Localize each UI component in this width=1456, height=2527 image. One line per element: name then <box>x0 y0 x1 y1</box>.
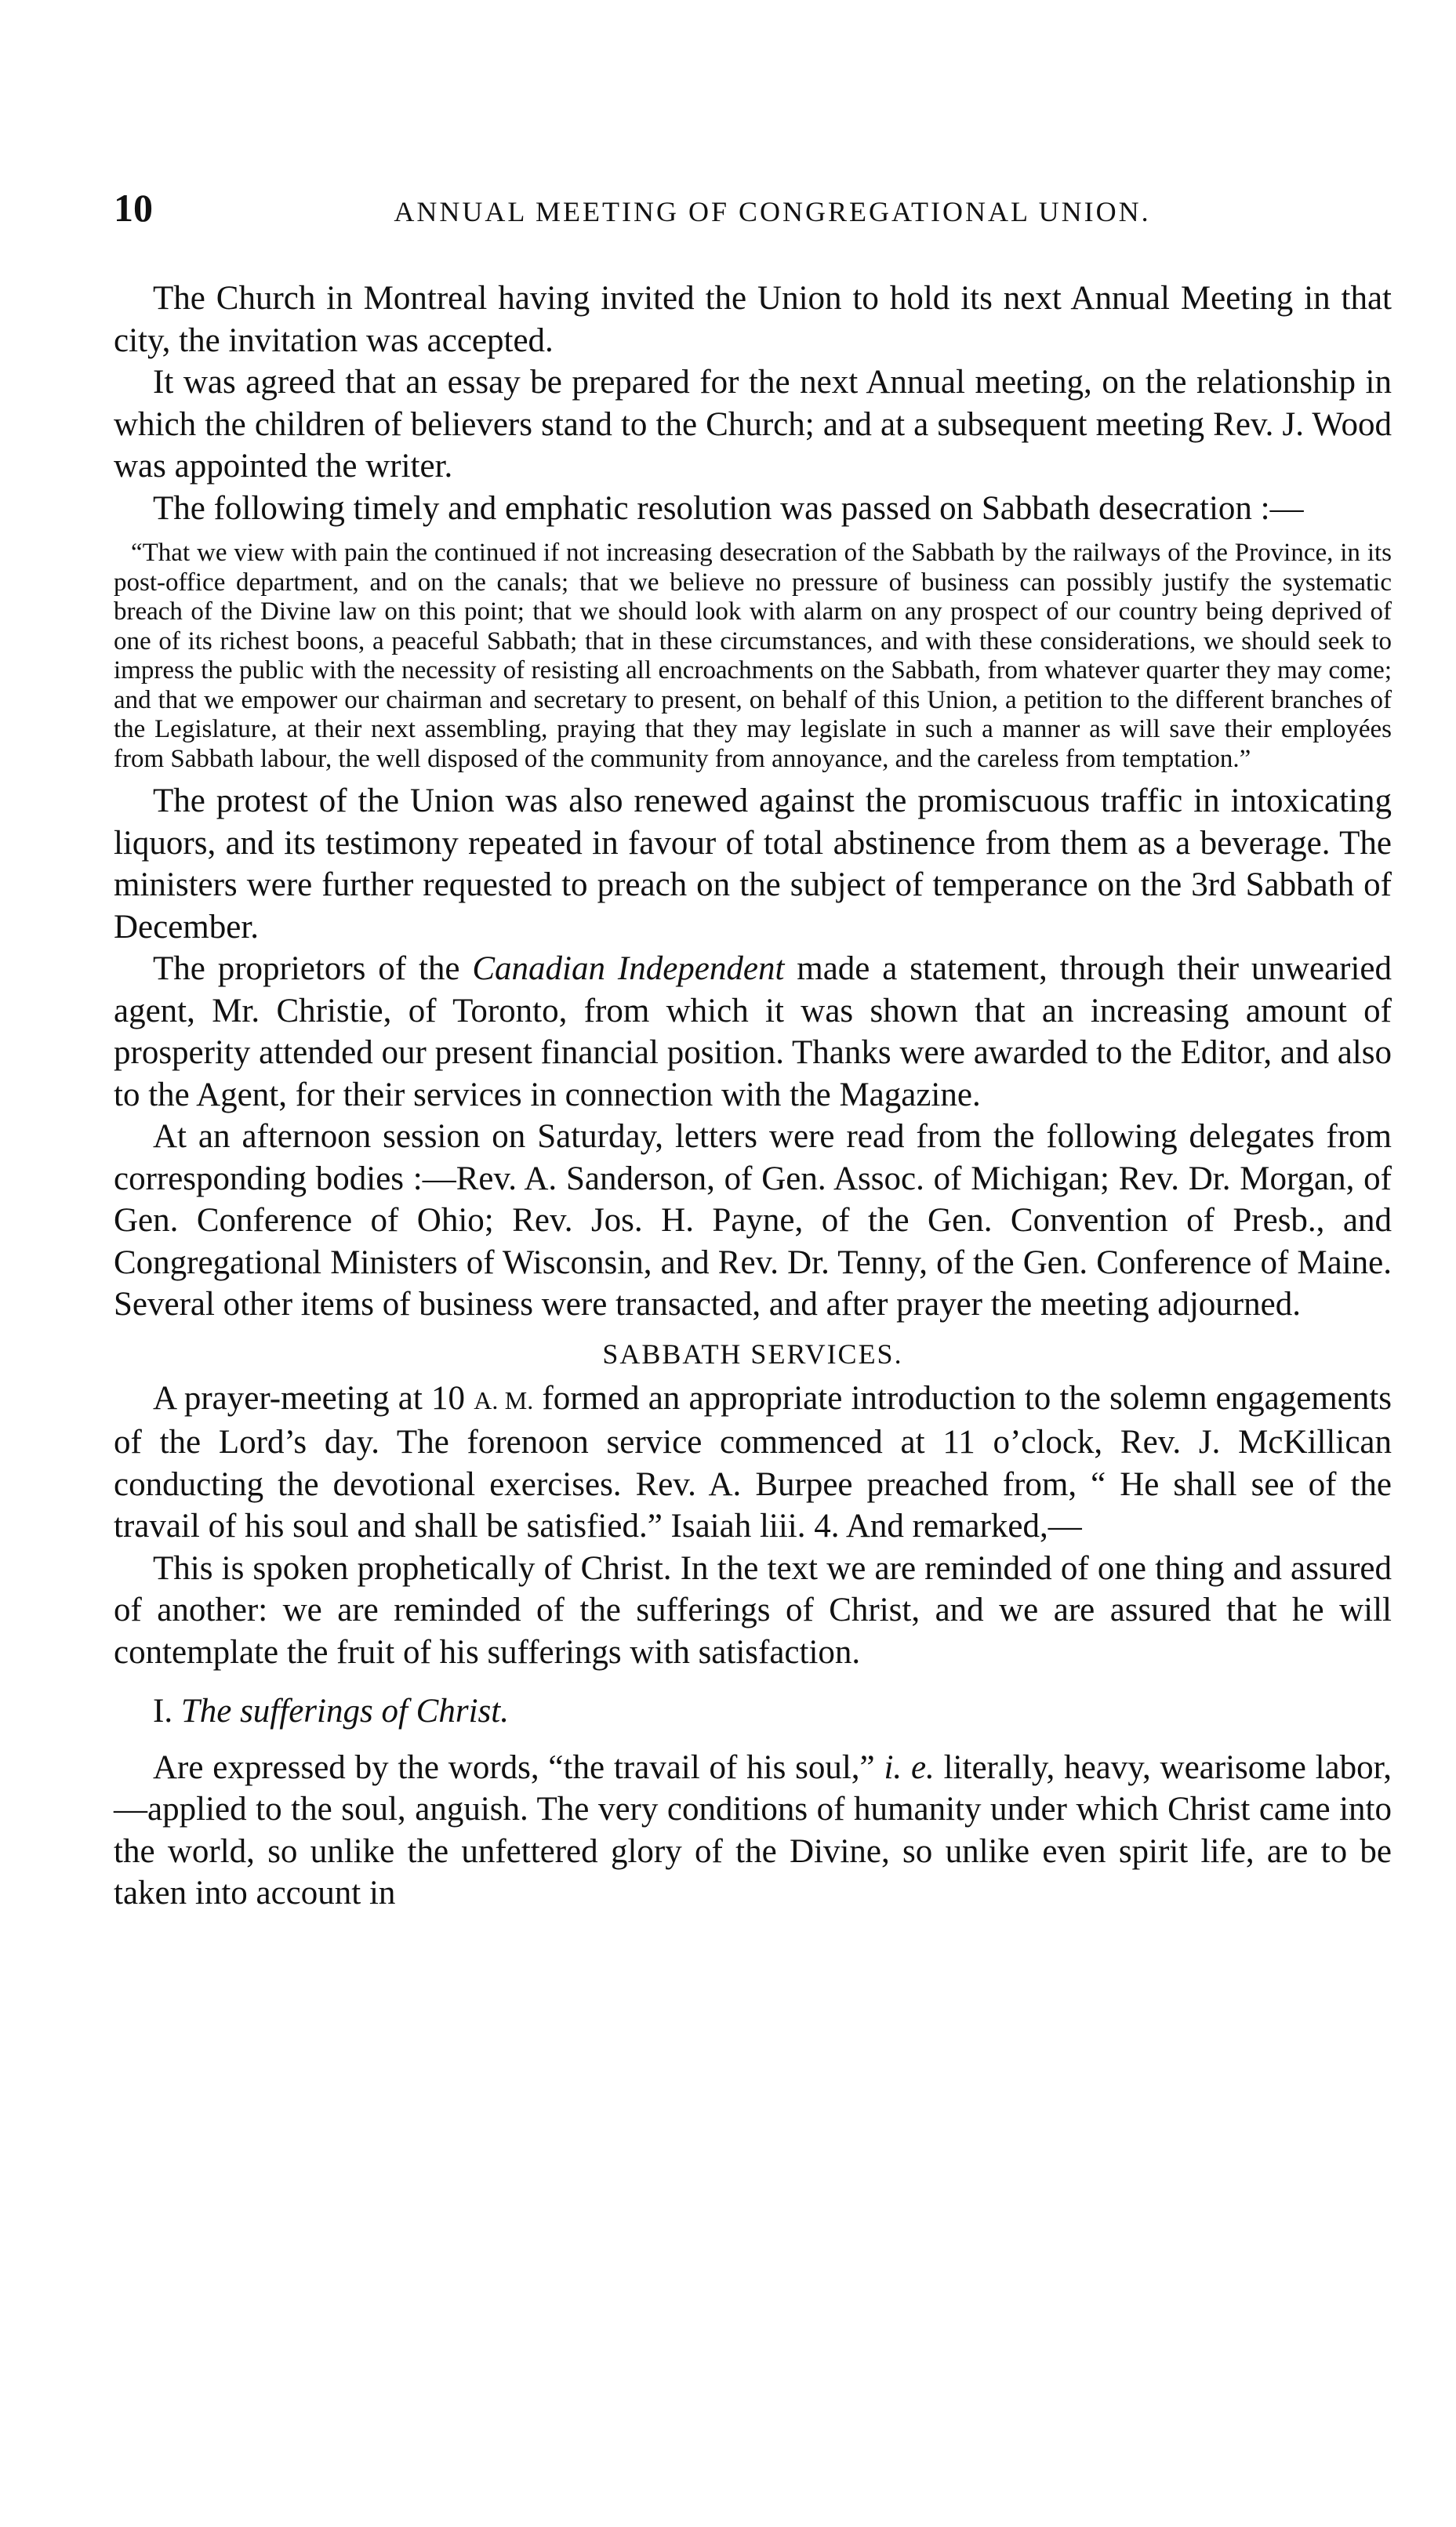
p9-text-b: literally, heavy, wearisome labor,—applied to the soul, anguish. The very conditions of humanity under which Christ came into the world, so unlike the unfettered glory of the Divine, so unlike even spirit life, are to be taken into account in <box>114 1748 1392 1912</box>
running-title: ANNUAL MEETING OF CONGREGATIONAL UNION. <box>394 196 1151 227</box>
paragraph-delegates: At an afternoon session on Saturday, letters were read from the following delegates from corresponding bodies :—Rev. A. Sanderson, of Gen. Assoc. of Michigan; Rev. Dr. Morgan, of Gen. Conference of Ohio; Rev. Jos. H. Payne, of the Gen. Convention of Presb., and Congregational Ministers of Wisconsin, and Rev. Dr. Tenny, of the Gen. Conference of Maine. Several other items of business were transacted, and after prayer the meeting adjourned. <box>114 1118 1392 1323</box>
paragraph-resolution-intro: The following timely and emphatic resolution was passed on Sabbath desecration :— <box>153 489 1304 527</box>
document-page <box>114 185 1392 1915</box>
page-header <box>114 185 1392 240</box>
p7-text-b: formed an appropriate introduction to the solemn engagements of the Lord’s day. The forenoon service commenced at 11 o’clock, Rev. J. McKillican conducting the devotional exercises. Rev. A. Burpee preached from, “ He shall see of the travail of his soul and shall be satisfied.” Isaiah liii. 4. And remarked,— <box>114 1379 1392 1545</box>
paragraph-prophecy: This is spoken prophetically of Christ. In the text we are reminded of one thing and assured of another: we are reminded of the sufferings of Christ, and we are assured that he will contemplate the fruit of his sufferings with satisfaction. <box>114 1549 1392 1671</box>
paragraph-prayer-meeting <box>114 1378 1392 1548</box>
p9-text-a: Are expressed by the words, “the travail of his soul,” <box>153 1748 884 1786</box>
section-title: The sufferings of Christ. <box>180 1693 509 1730</box>
paragraph-travail <box>114 1747 1392 1915</box>
section-numeral: I. <box>153 1693 181 1730</box>
paragraph-temperance: The protest of the Union was also renewed against the promiscuous traffic in intoxicating liquors, and its testimony repeated in favour of total abstinence from them as a beverage. The ministers were further requested to preach on the subject of temperance on the 3rd Sabbath of December. <box>114 782 1392 946</box>
paragraph-essay: It was agreed that an essay be prepared for the next Annual meeting, on the relationship in which the children of believers stand to the Church; and at a subsequent meeting Rev. J. Wood was appointed the writer. <box>114 364 1392 485</box>
paragraph-montreal-invitation: The Church in Montreal having invited the Union to hold its next Annual Meeting in that city, the invitation was accepted. <box>114 280 1392 359</box>
paragraph-canadian-independent <box>114 948 1392 1116</box>
section-heading-sufferings <box>114 1690 1392 1733</box>
p5-text-a: The proprietors of the <box>153 950 473 987</box>
abbrev-ie: i. e. <box>884 1748 935 1786</box>
p7-text-a: A prayer-meeting at 10 <box>153 1379 474 1417</box>
page-number: 10 <box>114 186 153 230</box>
p5-text-b: made a statement, through their unwearied agent, Mr. Christie, of Toronto, from which it was shown that an increasing amount of prosperity attended our present financial position. Thanks were awarded to the Editor, and also to the Agent, for their services in connection with the Magazine. <box>114 950 1392 1113</box>
sabbath-resolution-quote: “That we view with pain the continued if not increasing desecration of the Sabbath by the railways of the Province, in its post-office department, and on the canals; that we believe no pressure of business can possibly justify the systematic breach of the Divine law on this point; that we should look with alarm on any prospect of our country being deprived of one of its richest boons, a peaceful Sabbath; that in these circumstances, and with these considerations, we should seek to impress the public with the necessity of resisting all encroachments on the Sabbath, from whatever quarter they may come; and that we empower our chairman and secretary to present, on behalf of this Union, a petition to the different branches of the Legislature, at their next assembling, praying that they may legislate in such a manner as will save their employées from Sabbath labour, the well disposed of the community from annoyance, and the careless from temptation.” <box>114 539 1392 773</box>
time-am: A. M. <box>474 1385 534 1414</box>
publication-title: Canadian Independent <box>472 950 785 987</box>
section-subhead: SABBATH SERVICES. <box>602 1338 903 1370</box>
